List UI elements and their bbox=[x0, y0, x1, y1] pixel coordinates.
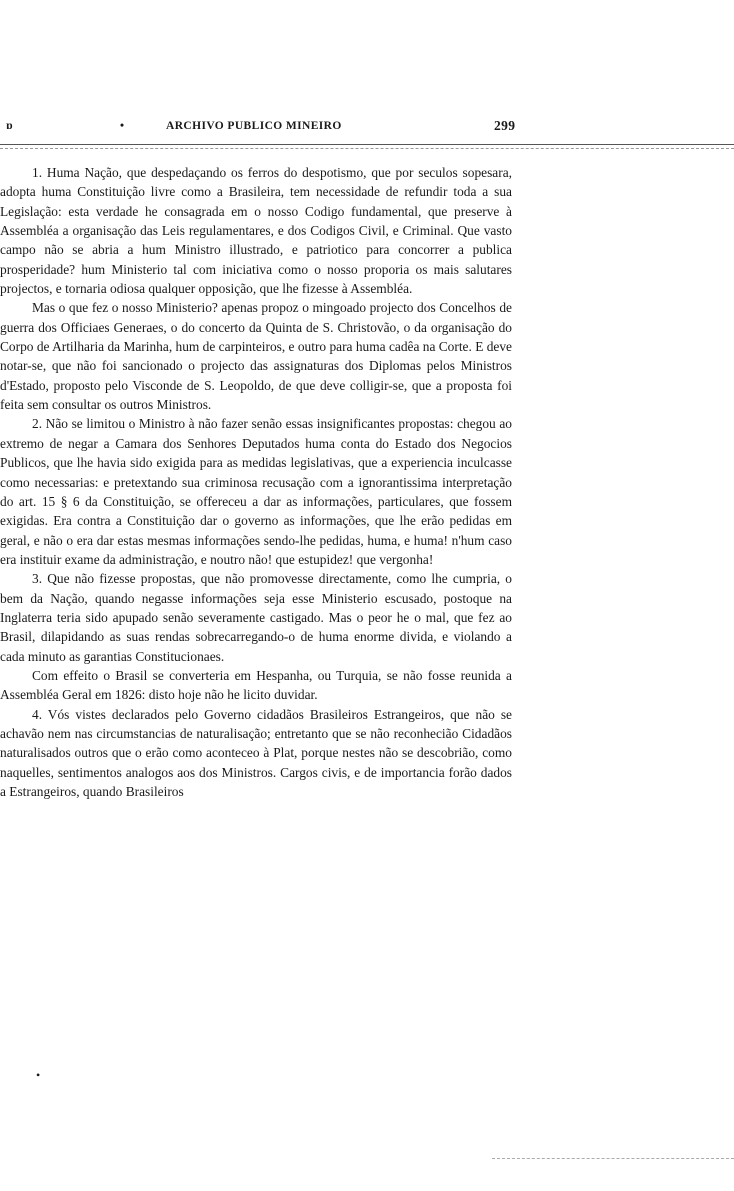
paragraph-1: 1. Huma Nação, que despedaçando os ferros do despotismo, que por seculos sopesara, adopta huma Constituição livre como a Brasileira, tem necessidade de refundir toda a sua Legislação: esta verdade he consagrada em o nosso Codigo fundamental, que preserve à Assembléa a organisação das Leis regulamentares, e dos Codigos Civil, e Criminal. Que vasto campo não se abria a hum Ministro illustrado, e patriotico para concorrer a publica prosperidade? hum Ministerio tal com iniciativa como o nosso proporia os mais salutares projectos, e tornaria odiosa qualquer opposição, que lhe fizesse à Assembléa. bbox=[0, 165, 512, 297]
header-rule-dashed bbox=[0, 148, 734, 149]
journal-title: ARCHIVO PUBLICO MINEIRO bbox=[166, 120, 342, 132]
paragraph-3: 2. Não se limitou o Ministro à não fazer senão essas insignificantes propostas: chegou ao extremo de negar a Camara dos Senhores Deputados huma conta do Estado dos Negocios Publicos, que lhe havia sido exigida para as medidas legislativas, que a experiencia inculcasse como necessarias: e pretextando sua criminosa recusação com a ignorantissima interpretação do art. 15 § 6 da Constituição, se offereceu a dar as informações, particulares, que fossem exigidas. Era contra a Constituição dar o governo as informações, que lhe erão pedidas em geral, e não o era dar estas mesmas informações sendo-lhe pedidas, huma, e huma! n'hum caso era instituir exame da administração, e noutro não! que estupidez! que vergonha! bbox=[0, 416, 512, 567]
body-text bbox=[0, 163, 512, 801]
footer-mark: • bbox=[36, 1068, 41, 1082]
page-number: 299 bbox=[494, 118, 516, 133]
paragraph-5: Com effeito o Brasil se converteria em Hespanha, ou Turquia, se não fosse reunida a Assembléa Geral em 1826: disto hoje não he licito duvidar. bbox=[0, 667, 512, 703]
header-rule bbox=[0, 144, 734, 145]
header-mark-left: ɒ bbox=[6, 120, 14, 132]
paragraph-2: Mas o que fez o nosso Ministerio? apenas propoz o mingoado projecto dos Concelhos de guerra dos Officiaes Generaes, o do concerto da Quinta de S. Christovão, o da organisação do Corpo de Artilharia da Marinha, hum de carpinteiros, e outro para huma cadêa na Corte. E deve notar-se, que não foi sancionado o projecto das assignaturas dos Diplomas pelos Ministros d'Estado, proposto pelo Visconde de S. Leopoldo, de que deve colligir-se, que a proposta foi feita sem consultar os outros Ministros. bbox=[0, 300, 513, 413]
running-header bbox=[6, 118, 714, 138]
header-mark-mid: • bbox=[120, 120, 125, 132]
paragraph-6: 4. Vós vistes declarados pelo Governo cidadãos Brasileiros Estrangeiros, que não se achavão nem nas circumstancias de naturalisação; entretanto que se não reconhecião Cidadãos naturalisados outros que o erão como aconteceo à Plat, porque nestes não se descobrião, como naquelles, sentimentos analogos aos dos Ministros. Cargos civis, e de importancia forão dados a Estrangeiros, quando Brasileiros bbox=[0, 706, 512, 799]
bottom-rule bbox=[492, 1158, 734, 1159]
paragraph-4: 3. Que não fizesse propostas, que não promovesse directamente, como lhe cumpria, o bem da Nação, quando negasse informações seja esse Ministerio escusado, postoque na Inglaterra teria sido apupado senão severamente castigado. Mas o peor he o mal, que fez ao Brasil, dilapidando as suas rendas sobrecarregando-o de huma enorme divida, e violando a cada minuto as garantias Constitucionaes. bbox=[0, 571, 512, 664]
